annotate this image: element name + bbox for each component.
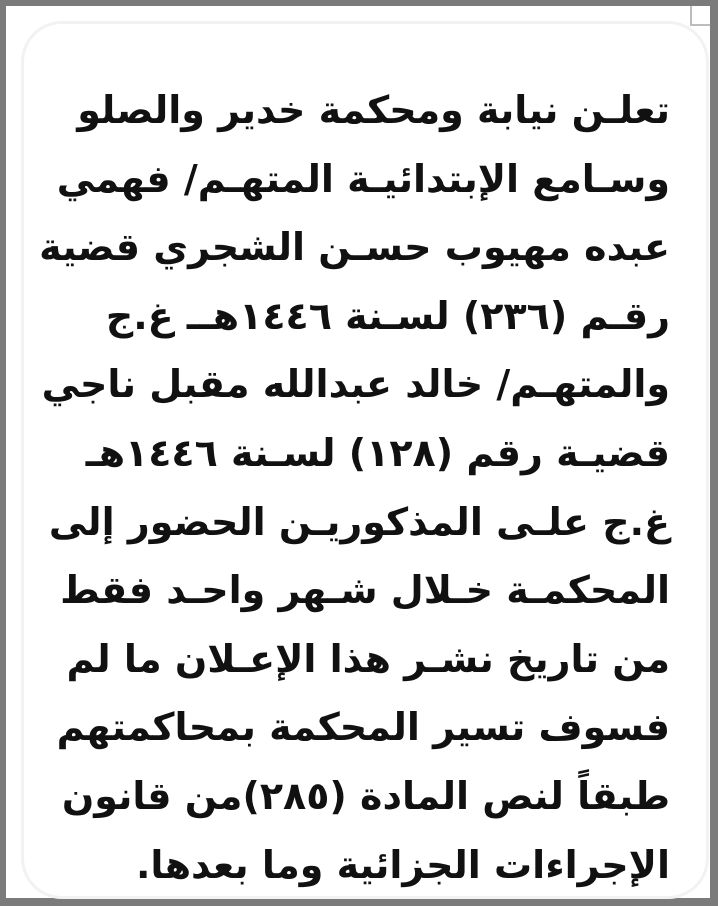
notice-line-5: والمتهـم/ خالد عبدالله مقبل ناجي: [41, 362, 670, 407]
notice-line-7: غ.ج علـى المذكوريـن الحضور إلى: [48, 499, 670, 544]
notice-line-1: تعلـن نيابة ومحكمة خدير والصلو: [77, 88, 670, 132]
notice-box: [24, 24, 706, 896]
notice-line-10: فسوف تسير المحكمة بمحاكمتهم: [56, 705, 670, 750]
page-frame: [6, 6, 710, 898]
notice-line-3: عبده مهيوب حسـن الشجري قضية: [39, 225, 670, 270]
notice-line-6: قضيـة رقم (١٢٨) لسـنة ١٤٤٦هـ: [85, 430, 670, 475]
notice-line-8: المحكمـة خـلال شـهر واحـد فقط: [60, 568, 670, 613]
notice-line-12: الإجراءات الجزائية وما بعدها.: [135, 842, 670, 887]
notice-line-9: من تاريخ نشـر هذا الإعـلان ما لم: [66, 636, 670, 681]
corner-mark: [690, 6, 710, 26]
notice-text: [39, 76, 670, 899]
notice-line-4: رقـم (٢٣٦) لسـنة ١٤٤٦هــ غ.ج: [105, 293, 670, 338]
notice-line-2: وسـامع الإبتدائيـة المتهـم/ فهمي: [56, 156, 670, 201]
notice-line-11: طبقاً لنص المادة (٢٨٥)من قانون: [61, 773, 670, 818]
